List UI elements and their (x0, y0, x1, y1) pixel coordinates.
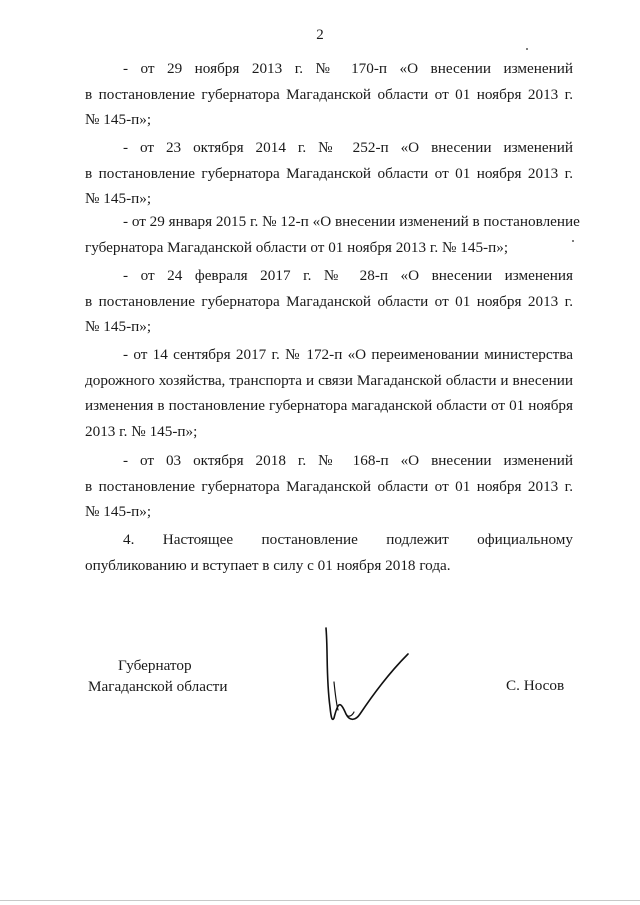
paragraph-line: изменения в постановление губернатора магаданской области от 01 ноября (85, 397, 573, 414)
amendment-item-2018-10-03 (85, 448, 573, 525)
signatory-title-line: Губернатор (118, 657, 192, 674)
clause-4 (85, 527, 573, 578)
paragraph-line: дорожного хозяйства, транспорта и связи Магаданской области и внесении (85, 371, 573, 389)
paragraph-line: № 145-п»; (85, 190, 152, 207)
signatory-title (88, 655, 227, 697)
paragraph-line: - от 14 сентября 2017 г. № 172-п «О переименовании министерства (123, 346, 573, 363)
paragraph-line: опубликованию и вступает в силу с 01 ноября 2018 года. (85, 556, 451, 574)
paragraph-line: № 145-п»; (85, 318, 152, 335)
paragraph-line: в постановление губернатора Магаданской области от 01 ноября 2013 г. (85, 164, 573, 182)
paragraph-line: - от 29 января 2015 г. № 12-п «О внесении изменений в постановление (123, 213, 580, 230)
paragraph-line: в постановление губернатора Магаданской области от 01 ноября 2013 г. (85, 292, 573, 310)
amendment-item-2014-10-23 (85, 135, 573, 212)
page-edge (0, 900, 640, 901)
amendment-item-2013-11-29 (85, 56, 573, 133)
amendment-item-2015-01-29 (85, 209, 580, 260)
signatory-title-line: Магаданской области (88, 678, 228, 695)
paragraph-line: - от 03 октября 2018 г. № 168-п «О внесении изменений (123, 452, 573, 469)
scan-speck (526, 48, 528, 50)
scan-speck (572, 240, 574, 242)
handwritten-signature (312, 622, 432, 732)
paragraph-line: в постановление губернатора Магаданской области от 01 ноября 2013 г. (85, 477, 573, 495)
paragraph-line: в постановление губернатора Магаданской области от 01 ноября 2013 г. (85, 85, 573, 103)
amendment-item-2017-09-14 (85, 342, 573, 444)
paragraph-line: - от 29 ноября 2013 г. № 170-п «О внесении изменений (123, 60, 573, 77)
paragraph-line: 4. Настоящее постановление подлежит официальному (123, 531, 573, 548)
paragraph-line: № 145-п»; (85, 111, 152, 128)
paragraph-line: 2013 г. № 145-п»; (85, 422, 198, 440)
paragraph-line: губернатора Магаданской области от 01 ноября 2013 г. № 145-п»; (85, 238, 509, 256)
paragraph-line: № 145-п»; (85, 503, 152, 520)
paragraph-line: - от 24 февраля 2017 г. № 28-п «О внесении изменения (123, 267, 573, 284)
signatory-name: С. Носов (506, 677, 565, 694)
page-number: 2 (316, 27, 324, 43)
paragraph-line: - от 23 октября 2014 г. № 252-п «О внесении изменений (123, 139, 573, 156)
amendment-item-2017-02-24 (85, 263, 573, 340)
